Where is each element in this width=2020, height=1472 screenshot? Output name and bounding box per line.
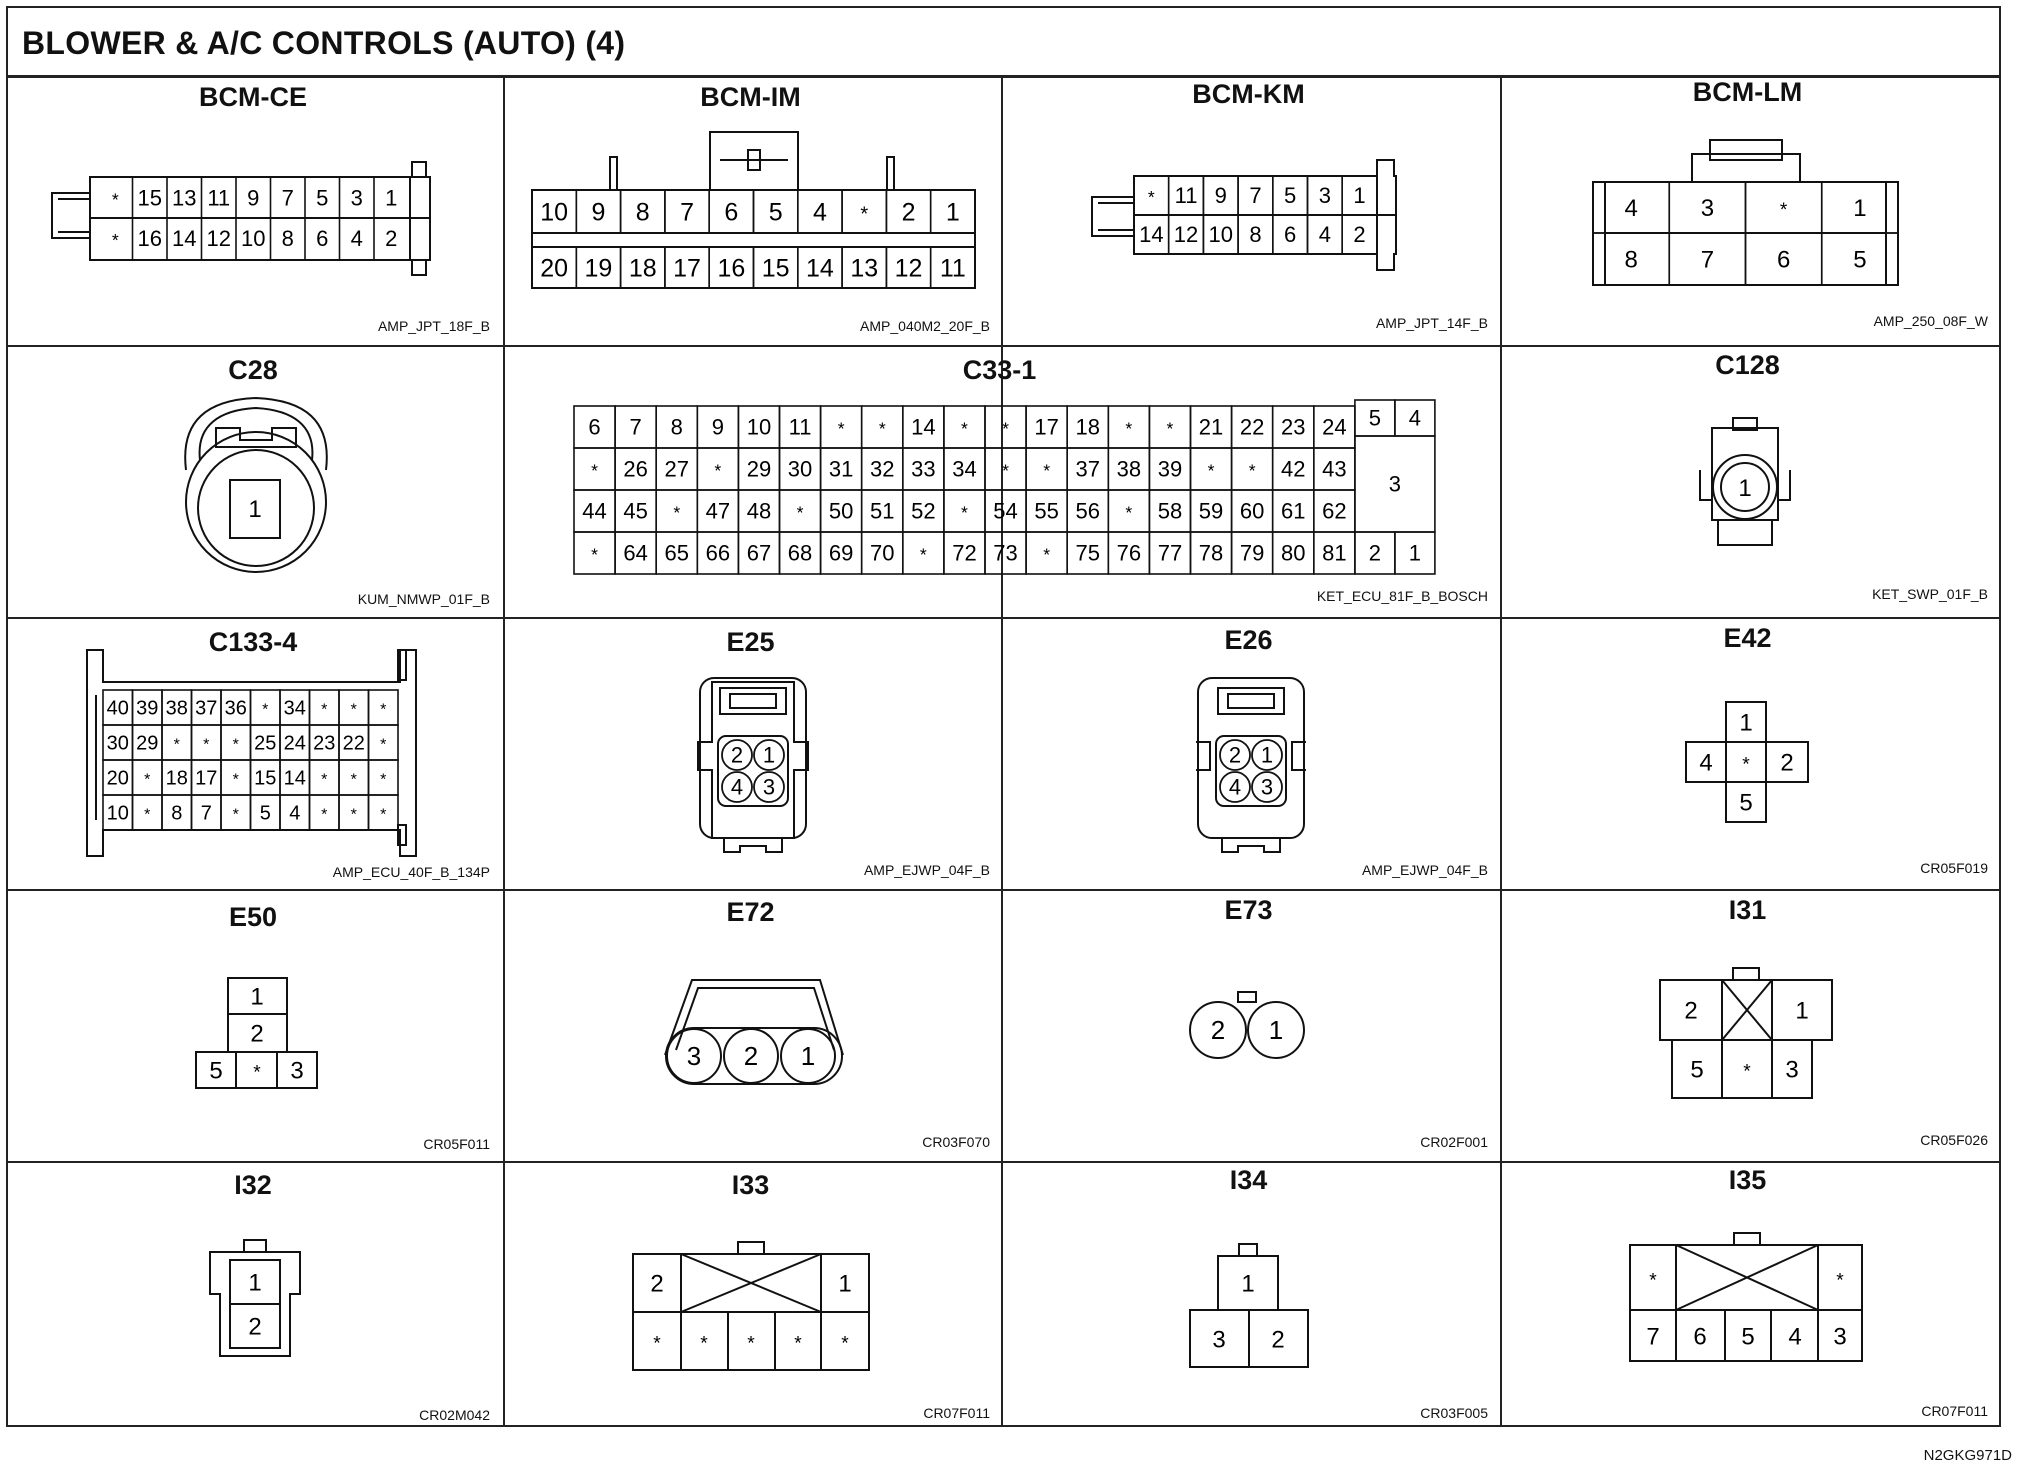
connector-label-e42: E42: [1723, 623, 1772, 653]
i35-pin: 7: [1646, 1323, 1660, 1351]
c33-1-pin: 43: [1322, 456, 1347, 482]
bcm-ce-pin: 13: [172, 185, 197, 211]
c133-4-pin: 7: [200, 802, 212, 825]
c33-1-pin: 42: [1281, 456, 1306, 482]
c33-1-pin: 1: [1408, 540, 1422, 566]
c133-4-pin: 34: [283, 697, 306, 720]
pin-c28-1: 1: [248, 496, 262, 523]
c133-4-pin: 39: [136, 697, 159, 720]
c133-4-pin: *: [380, 701, 387, 719]
i32-pin: 2: [248, 1313, 262, 1341]
connector-label-i33: I33: [731, 1170, 770, 1200]
connector-label-bcm-km: BCM-KM: [1192, 79, 1305, 109]
c33-1-pin: *: [591, 544, 598, 565]
c133-4-pin: 20: [106, 767, 129, 790]
bcm-im-pin: 1: [945, 198, 960, 227]
c33-1-pin: 23: [1281, 414, 1306, 440]
connector-code-c128: KET_SWP_01F_B: [1872, 586, 1988, 602]
c33-1-pin: *: [878, 418, 886, 439]
bcm-im-pin: 8: [635, 198, 650, 227]
c33-1-pin: *: [796, 502, 804, 523]
i35-pin: *: [1836, 1270, 1844, 1292]
bcm-im-pin: 11: [939, 254, 966, 283]
connector-code-i31: CR05F026: [1920, 1132, 1988, 1148]
c33-1-pin: *: [1125, 502, 1133, 523]
c133-4-pin: *: [203, 736, 210, 754]
i31-pin: 3: [1785, 1056, 1799, 1084]
c33-1-pin: 60: [1239, 498, 1265, 524]
c33-1-pin: 37: [1075, 456, 1100, 482]
c133-4-pin: 17: [195, 767, 218, 790]
i35-pin: *: [1649, 1270, 1657, 1292]
c33-1-pin: *: [714, 460, 722, 481]
bcm-ce-pin: 12: [206, 226, 231, 252]
c33-1-pin: 27: [664, 456, 689, 482]
c33-1-pin: 75: [1075, 540, 1100, 566]
bcm-im-pin: 2: [901, 198, 916, 227]
bcm-ce-pin: 3: [350, 185, 363, 211]
c33-1-pin: 47: [705, 498, 731, 524]
e26-pin: 1: [1260, 742, 1274, 768]
c33-1-pin: 2: [1368, 540, 1382, 566]
c33-1-pin: 29: [746, 456, 772, 482]
bcm-im-pin: 17: [673, 254, 701, 283]
bcm-km-pin: 5: [1284, 183, 1297, 209]
e72-pin: 1: [800, 1041, 816, 1072]
connector-label-bcm-lm: BCM-LM: [1692, 77, 1803, 107]
pin-c128-1: 1: [1738, 475, 1752, 502]
c33-1-pin: 6: [588, 414, 601, 440]
connector-label-e25: E25: [726, 627, 775, 657]
c33-1-pin: *: [919, 544, 927, 565]
bcm-km-pin: 12: [1173, 222, 1199, 248]
c33-1-pin: 21: [1198, 414, 1224, 440]
c33-1-pin: *: [1002, 460, 1009, 481]
c33-1-pin: 33: [911, 456, 936, 482]
connector-label-i31: I31: [1728, 895, 1767, 925]
c133-4-pin: 8: [171, 802, 183, 825]
bcm-ce-pin: 15: [137, 185, 162, 211]
c33-1-pin: *: [1043, 544, 1051, 565]
c133-4-pin: 40: [106, 697, 129, 720]
c133-4-pin: *: [262, 701, 269, 719]
c133-4-pin: 37: [195, 697, 218, 720]
e25-pin: 3: [762, 774, 776, 800]
c133-4-pin: 36: [224, 697, 247, 720]
bcm-im-pin: 5: [768, 198, 783, 227]
connector-code-e72: CR03F070: [922, 1134, 990, 1150]
e26-pin: 2: [1228, 742, 1242, 768]
c33-1-pin: 68: [787, 540, 813, 566]
bcm-km-pin: 3: [1318, 183, 1331, 209]
c133-4-pin: 23: [313, 732, 336, 755]
c133-4-pin: *: [232, 771, 239, 789]
c33-1-pin: 73: [993, 540, 1018, 566]
e42-pin: 4: [1699, 749, 1713, 777]
bcm-lm-pin: 5: [1853, 246, 1867, 274]
c133-4-pin: 25: [254, 732, 277, 755]
c133-4-pin: *: [232, 736, 239, 754]
c33-1-pin: 31: [828, 456, 854, 482]
e50-pin: 2: [250, 1020, 264, 1048]
c133-4-pin: 15: [254, 767, 277, 790]
bcm-ce-pin: 1: [385, 185, 398, 211]
bcm-km-pin: 1: [1353, 183, 1366, 209]
bcm-im-pin: 9: [591, 198, 606, 227]
e50-pin: *: [253, 1062, 261, 1084]
connector-label-c133-4: C133-4: [208, 627, 298, 657]
c33-1-pin: 78: [1198, 540, 1224, 566]
c133-4-pin: 29: [136, 732, 159, 755]
c33-1-pin: 59: [1198, 498, 1224, 524]
bcm-km-pin: 11: [1174, 183, 1198, 209]
i33-pin: 1: [838, 1270, 852, 1298]
bcm-im-pin: *: [860, 203, 869, 226]
i33-pin: *: [841, 1333, 849, 1355]
c33-1-pin: 24: [1322, 414, 1347, 440]
e73-pin: 2: [1210, 1015, 1226, 1046]
c33-1-pin: 5: [1368, 405, 1382, 431]
bcm-im-pin: 15: [761, 254, 790, 283]
bcm-km-pin: 10: [1208, 222, 1233, 248]
e25-pin: 2: [730, 742, 744, 768]
connector-code-bcm-im: AMP_040M2_20F_B: [860, 318, 990, 334]
i31-pin: 2: [1684, 997, 1698, 1025]
connector-label-e26: E26: [1224, 625, 1273, 655]
bcm-im-pin: 12: [894, 254, 923, 283]
bcm-ce-pin: *: [111, 189, 119, 210]
connector-label-c33-1: C33-1: [962, 355, 1037, 385]
bcm-im-pin: 19: [584, 254, 613, 283]
c33-1-pin: 48: [746, 498, 772, 524]
bcm-im-pin: 13: [850, 254, 879, 283]
c33-1-pin: *: [961, 418, 968, 439]
e42-pin: 5: [1739, 789, 1753, 817]
i33-pin: *: [700, 1333, 708, 1355]
c33-1-pin: 8: [670, 414, 683, 440]
connector-label-i35: I35: [1728, 1165, 1767, 1195]
c33-1-pin: 17: [1034, 414, 1059, 440]
c33-1-pin: 50: [828, 498, 854, 524]
bcm-lm-pin: *: [1779, 199, 1788, 221]
i35-pin: 6: [1693, 1323, 1707, 1351]
c33-1-pin: 10: [746, 414, 772, 440]
c133-4-pin: *: [321, 701, 328, 719]
connector-code-c28: KUM_NMWP_01F_B: [357, 591, 490, 607]
bcm-km-pin: 4: [1318, 222, 1331, 248]
e25-pin: 1: [762, 742, 776, 768]
bcm-ce-pin: *: [111, 230, 119, 251]
c133-4-pin: *: [380, 771, 387, 789]
e50-pin: 5: [209, 1057, 223, 1085]
c33-1-pin: 4: [1408, 405, 1422, 431]
c133-4-pin: 18: [165, 767, 188, 790]
bcm-im-pin: 6: [724, 198, 739, 227]
connector-label-c128: C128: [1715, 350, 1780, 380]
c133-4-pin: *: [173, 736, 180, 754]
c33-1-pin: *: [1043, 460, 1051, 481]
bcm-im-pin: 20: [540, 254, 569, 283]
e42-pin: *: [1742, 754, 1750, 776]
e42-pin: 1: [1739, 709, 1753, 737]
c33-1-pin: 7: [629, 414, 642, 440]
e42-pin: 2: [1780, 749, 1794, 777]
e26-pin: 4: [1228, 774, 1242, 800]
c33-1-pin: 39: [1157, 456, 1183, 482]
c33-1-pin: 76: [1116, 540, 1142, 566]
c33-1-pin: 67: [746, 540, 772, 566]
e72-pin: 3: [686, 1041, 702, 1072]
connector-code-e25: AMP_EJWP_04F_B: [863, 862, 990, 878]
page-title: BLOWER & A/C CONTROLS (AUTO) (4): [22, 25, 626, 61]
bcm-ce-pin: 10: [241, 226, 266, 252]
c133-4-pin: *: [350, 806, 357, 824]
bcm-ce-pin: 5: [316, 185, 329, 211]
bcm-lm-pin: 3: [1700, 194, 1715, 222]
e50-pin: 3: [290, 1057, 304, 1085]
connector-label-bcm-im: BCM-IM: [700, 82, 801, 112]
c33-1-pin: 30: [787, 456, 813, 482]
bcm-km-pin: 7: [1249, 183, 1262, 209]
bcm-ce-pin: 16: [137, 226, 162, 252]
connector-code-i35: CR07F011: [1921, 1403, 1988, 1419]
connector-label-e73: E73: [1224, 895, 1273, 925]
bcm-im-pin: 4: [812, 198, 827, 227]
c133-4-pin: 30: [106, 732, 129, 755]
bcm-km-pin: 14: [1139, 222, 1164, 248]
connector-code-c33-1: KET_ECU_81F_B_BOSCH: [1316, 588, 1488, 604]
connector-label-bcm-ce: BCM-CE: [199, 82, 307, 112]
i35-pin: 5: [1741, 1323, 1755, 1351]
c33-1-pin: 64: [623, 540, 648, 566]
c133-4-pin: *: [380, 736, 387, 754]
c33-1-pin: 34: [952, 456, 977, 482]
c33-1-pin: 81: [1322, 540, 1347, 566]
c133-4-pin: 4: [289, 802, 301, 825]
bcm-lm-pin: 7: [1700, 246, 1715, 274]
connector-code-i32: CR02M042: [419, 1407, 490, 1423]
i32-pin: 1: [248, 1269, 262, 1297]
connector-label-i32: I32: [234, 1170, 272, 1200]
c133-4-pin: *: [321, 771, 328, 789]
c33-1-pin: 22: [1239, 414, 1265, 440]
e26-pin: 3: [1260, 774, 1274, 800]
c33-1-pin: 77: [1157, 540, 1183, 566]
c33-1-pin: 58: [1157, 498, 1183, 524]
c33-1-pin: 14: [911, 414, 936, 440]
bcm-lm-pin: 4: [1624, 194, 1638, 222]
c33-1-pin: 61: [1281, 498, 1306, 524]
c133-4-pin: 22: [342, 732, 365, 755]
i33-pin: *: [653, 1333, 661, 1355]
c33-1-pin: 45: [623, 498, 648, 524]
c33-1-pin: *: [961, 502, 968, 523]
i33-pin: *: [794, 1333, 802, 1355]
connector-code-c133-4: AMP_ECU_40F_B_134P: [332, 864, 490, 880]
c133-4-pin: 38: [165, 697, 188, 720]
bcm-lm-pin: 8: [1624, 246, 1638, 274]
c33-1-pin: *: [673, 502, 681, 523]
c33-1-pin: 62: [1322, 498, 1347, 524]
c33-1-pin: 69: [828, 540, 854, 566]
c33-1-pin: 72: [952, 540, 977, 566]
connector-label-i34: I34: [1229, 1165, 1268, 1195]
c33-1-pin: 56: [1075, 498, 1100, 524]
i33-pin: *: [747, 1333, 755, 1355]
i35-pin: 4: [1788, 1323, 1802, 1351]
bcm-km-pin: 6: [1284, 222, 1297, 248]
c133-4-pin: 10: [106, 802, 129, 825]
bcm-ce-pin: 14: [172, 226, 197, 252]
c133-4-pin: *: [350, 771, 357, 789]
e73-pin: 1: [1268, 1015, 1284, 1046]
c33-1-pin: 79: [1239, 540, 1265, 566]
c133-4-pin: 5: [259, 802, 271, 825]
connector-code-e42: CR05F019: [1920, 860, 1988, 876]
c33-1-pin: 80: [1281, 540, 1306, 566]
i33-pin: 2: [650, 1270, 664, 1298]
c33-1-pin: *: [1248, 460, 1256, 481]
connector-code-e73: CR02F001: [1420, 1134, 1488, 1150]
c33-1-pin: 26: [623, 456, 648, 482]
bcm-km-pin: *: [1147, 187, 1155, 208]
connector-code-e50: CR05F011: [423, 1136, 490, 1152]
c33-1-pin: 65: [664, 540, 689, 566]
e72-pin: 2: [743, 1041, 759, 1072]
c33-1-pin: 9: [711, 414, 724, 440]
c33-1-pin: *: [837, 418, 845, 439]
c33-1-pin: *: [1207, 460, 1215, 481]
bcm-im-pin: 10: [540, 198, 569, 227]
bcm-ce-pin: 4: [350, 226, 363, 252]
e50-pin: 1: [250, 983, 264, 1011]
e25-pin: 4: [730, 774, 744, 800]
connector-label-e72: E72: [726, 897, 775, 927]
bcm-im-pin: 16: [717, 254, 746, 283]
bcm-ce-pin: 9: [247, 185, 260, 211]
c133-4-pin: *: [144, 771, 151, 789]
i35-pin: 3: [1833, 1323, 1847, 1351]
c133-4-pin: *: [321, 806, 328, 824]
c33-1-pin: 55: [1034, 498, 1059, 524]
c33-1-pin: 18: [1075, 414, 1100, 440]
i31-pin: 1: [1795, 997, 1809, 1025]
c33-1-pin: *: [1002, 418, 1009, 439]
bcm-im-pin: 14: [806, 254, 834, 283]
c33-1-pin: 66: [705, 540, 731, 566]
connector-code-bcm-lm: AMP_250_08F_W: [1873, 313, 1988, 329]
c33-1-pin: 11: [788, 414, 812, 440]
connector-code-i34: CR03F005: [1420, 1405, 1488, 1421]
c133-4-pin: *: [144, 806, 151, 824]
connector-label-c28: C28: [228, 355, 278, 385]
connector-code-bcm-km: AMP_JPT_14F_B: [1375, 315, 1488, 331]
bcm-lm-pin: 6: [1776, 246, 1791, 274]
c133-4-pin: *: [380, 806, 387, 824]
c33-1-pin: *: [1125, 418, 1133, 439]
bcm-km-pin: 9: [1214, 183, 1227, 209]
bcm-ce-pin: 7: [281, 185, 294, 211]
bcm-ce-pin: 11: [207, 185, 231, 211]
bcm-lm-pin: 1: [1853, 194, 1867, 222]
c33-1-pin: 38: [1116, 456, 1142, 482]
bcm-im-pin: 7: [680, 198, 695, 227]
c33-1-pin: 70: [870, 540, 895, 566]
c33-1-pin: 3: [1388, 471, 1402, 497]
c133-4-pin: 24: [283, 732, 306, 755]
c33-1-pin: *: [591, 460, 598, 481]
c33-1-pin: *: [1166, 418, 1174, 439]
c33-1-pin: 44: [582, 498, 607, 524]
i34-pin: 1: [1241, 1270, 1255, 1298]
i31-pin: 5: [1690, 1056, 1704, 1084]
bcm-km-pin: 2: [1353, 222, 1366, 248]
c133-4-pin: *: [232, 806, 239, 824]
c33-1-pin: 52: [911, 498, 936, 524]
bcm-km-pin: 8: [1249, 222, 1262, 248]
i34-pin: 3: [1212, 1326, 1226, 1354]
c133-4-pin: 14: [283, 767, 306, 790]
bcm-ce-pin: 6: [316, 226, 329, 252]
bcm-im-pin: 18: [628, 254, 657, 283]
connector-code-bcm-ce: AMP_JPT_18F_B: [377, 318, 490, 334]
connector-code-e26: AMP_EJWP_04F_B: [1361, 862, 1488, 878]
bcm-ce-pin: 8: [281, 226, 294, 252]
c133-4-pin: *: [350, 701, 357, 719]
i31-pin: *: [1743, 1061, 1751, 1083]
bcm-ce-pin: 2: [385, 226, 398, 252]
c33-1-pin: 54: [993, 498, 1018, 524]
c33-1-pin: 51: [870, 498, 895, 524]
connector-code-i33: CR07F011: [923, 1405, 990, 1421]
i34-pin: 2: [1271, 1326, 1285, 1354]
diagram-code: N2GKG971D: [1923, 1447, 2012, 1464]
connector-label-e50: E50: [228, 902, 278, 932]
c33-1-pin: 32: [870, 456, 895, 482]
